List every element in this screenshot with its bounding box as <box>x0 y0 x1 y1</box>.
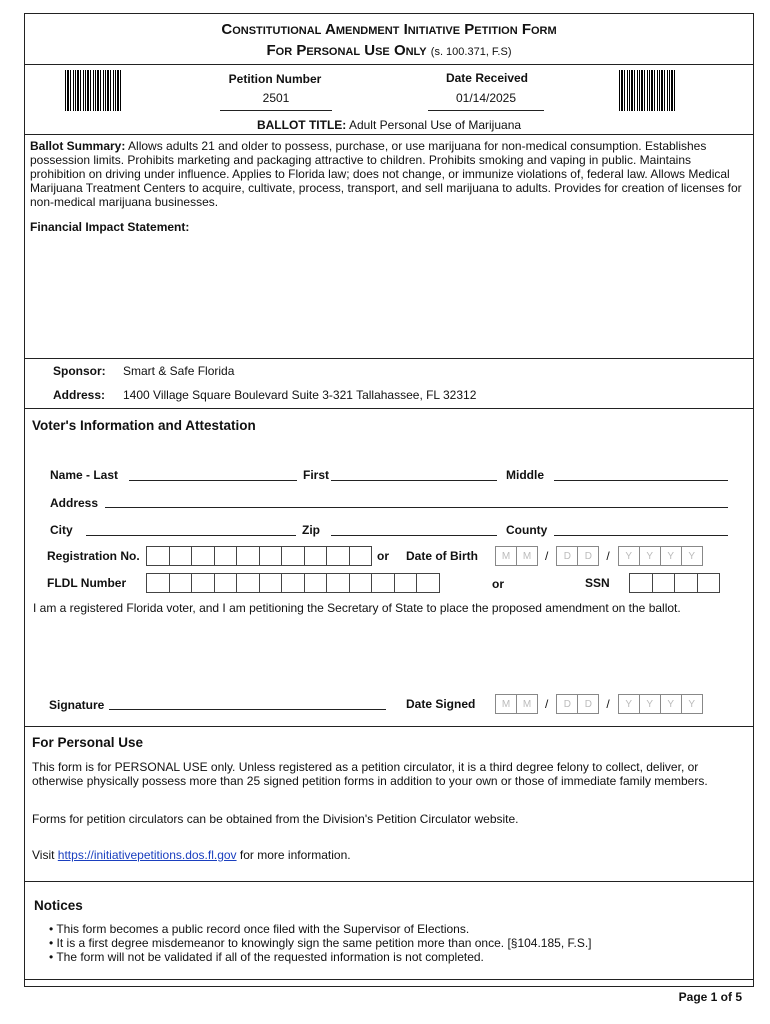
registration-label: Registration No. <box>47 549 140 563</box>
petition-number-label: Petition Number <box>228 72 322 86</box>
address-label: Address: <box>53 388 106 402</box>
voter-address-field[interactable] <box>105 507 728 508</box>
date-signed-boxes[interactable]: M M / D D / Y Y Y Y <box>495 694 702 714</box>
page-number: Page 1 of 5 <box>678 990 742 1004</box>
city-field[interactable] <box>86 535 296 536</box>
city-label: City <box>50 523 73 537</box>
fldl-label: FLDL Number <box>47 576 127 590</box>
sponsor-label: Sponsor: <box>53 364 106 378</box>
first-name-field[interactable] <box>331 480 497 481</box>
zip-field[interactable] <box>331 535 497 536</box>
first-name-label: First <box>303 468 330 482</box>
notices-heading: Notices <box>34 898 83 913</box>
ballot-title-label: BALLOT TITLE: <box>256 118 347 132</box>
voter-info-heading: Voter's Information and Attestation <box>32 418 256 433</box>
form-title: Constitutional Amendment Initiative Petition Form <box>221 21 557 38</box>
notice-item: • It is a first degree misdemeanor to knowingly sign the same petition more than once. [§104.185, F.S.] <box>49 936 749 950</box>
ssn-label: SSN <box>585 576 610 590</box>
date-received-label: Date Received <box>445 71 529 85</box>
petition-form <box>24 13 754 987</box>
address-value: 1400 Village Square Boulevard Suite 3-321 Tallahassee, FL 32312 <box>123 388 477 402</box>
ballot-title <box>25 118 753 132</box>
form-subtitle-text: For Personal Use Only <box>266 42 427 59</box>
county-field[interactable] <box>554 535 728 536</box>
circulator-paragraph: Forms for petition circulators can be obtained from the Division's Petition Circulator website. <box>32 812 519 826</box>
financial-impact-label: Financial Impact Statement: <box>30 220 190 234</box>
date-signed-label: Date Signed <box>406 697 476 711</box>
fldl-number-boxes[interactable] <box>146 573 439 593</box>
name-last-field[interactable] <box>129 480 297 481</box>
ballot-summary <box>30 139 746 209</box>
ballot-summary-label: Ballot Summary: <box>30 139 126 153</box>
county-label: County <box>506 523 548 537</box>
ballot-summary-text: Allows adults 21 and older to possess, purchase, or use marijuana for non-medical consumption. Establishes possession limits. Prohibits marketing and packaging attractive to children. Prohibits smoking and vaping in public. Maintains prohibition on driving under influence. Applies to Florida law; does not change, or immunize violations of, federal law. Allows Medical Marijuana Treatment Centers to acquire, cultivate, process, transport, and sell marijuana to adults. Provides for creation of licenses for non-medical marijuana businesses. <box>30 139 742 209</box>
visit-suffix: for more information. <box>239 848 351 862</box>
visit-line <box>32 848 351 862</box>
ballot-title-value: Adult Personal Use of Marijuana <box>348 118 522 132</box>
signature-field[interactable] <box>109 709 386 710</box>
dob-label: Date of Birth <box>406 549 478 563</box>
middle-name-label: Middle <box>506 468 544 482</box>
statute-reference: (s. 100.371, F.S) <box>430 46 512 58</box>
notice-item: • The form will not be validated if all of the requested information is not completed. <box>49 950 749 964</box>
petition-number-value: 2501 <box>220 91 332 111</box>
visit-prefix: Visit <box>32 848 55 862</box>
notice-item: • This form becomes a public record once filed with the Supervisor of Elections. <box>49 922 749 936</box>
personal-use-heading: For Personal Use <box>32 735 144 750</box>
notices-list <box>35 922 749 964</box>
zip-label: Zip <box>302 523 320 537</box>
middle-name-field[interactable] <box>554 480 728 481</box>
personal-use-paragraph: This form is for PERSONAL USE only. Unless registered as a petition circulator, it is a third degree felony to collect, deliver, or otherwise physically possess more than 25 signed petition forms in addition to your own or those of immediate family members. <box>32 760 708 788</box>
petitions-website-link[interactable]: https://initiativepetitions.dos.fl.gov <box>57 848 237 862</box>
voter-address-label: Address <box>50 496 99 510</box>
barcode-left-icon <box>65 70 123 111</box>
name-last-label: Name - Last <box>50 468 119 482</box>
attestation-text: I am a registered Florida voter, and I am petitioning the Secretary of State to place the proposed amendment on the ballot. <box>33 601 681 615</box>
or-label-2: or <box>492 577 504 591</box>
sponsor-value: Smart & Safe Florida <box>123 364 235 378</box>
date-received-value: 01/14/2025 <box>428 91 544 111</box>
ssn-boxes[interactable] <box>629 573 719 593</box>
registration-number-boxes[interactable] <box>146 546 371 566</box>
or-label-1: or <box>377 549 389 563</box>
form-subtitle <box>25 42 753 59</box>
signature-label: Signature <box>49 698 105 712</box>
barcode-right-icon <box>619 70 677 111</box>
dob-boxes[interactable]: M M / D D / Y Y Y Y <box>495 546 702 566</box>
